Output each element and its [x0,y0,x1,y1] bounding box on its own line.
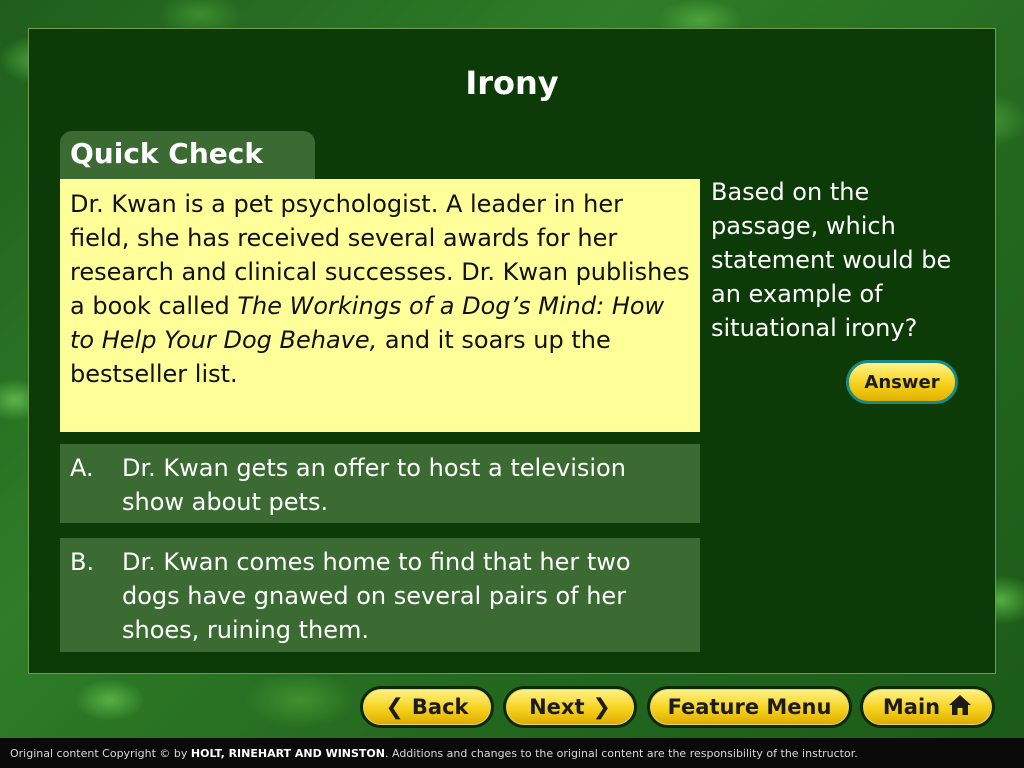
book-title: The Workings of a Dog’s Mind: How to Help Your Dog Behave, [70,292,665,354]
choice-text: Dr. Kwan gets an offer to host a television show about pets. [122,454,626,516]
choice-b[interactable] [60,538,700,652]
answer-button[interactable]: Answer [846,360,958,404]
quick-check-tab: Quick Check [60,131,315,181]
back-button[interactable] [360,686,494,728]
choice-letter: A. [70,454,94,482]
publisher-name: HOLT, RINEHART AND WINSTON [190,747,385,760]
choice-text: Dr. Kwan comes home to find that her two dogs have gnawed on several pairs of her shoes, ruining them. [122,548,631,644]
passage-box [60,179,700,432]
copyright-footer [0,738,1024,768]
main-button[interactable] [860,686,995,728]
passage-text-start: Dr. Kwan is a pet psychologist. A leader in her field, she has received several awards for her research and clinical successes. Dr. Kwan publishes a book called [70,190,690,320]
choice-a[interactable] [60,444,700,523]
back-label: Back [411,695,469,719]
feature-menu-label: Feature Menu [667,695,832,719]
slide-title: Irony [465,64,559,102]
feature-menu-button[interactable] [647,686,852,728]
home-icon [948,694,972,721]
chevron-left-icon: ❮ [385,694,404,720]
next-label: Next [529,695,585,719]
footer-suffix: . Additions and changes to the original content are the responsibility of the instructor. [385,747,858,760]
choice-letter: B. [70,548,95,576]
next-button[interactable] [503,686,637,728]
chevron-right-icon: ❯ [592,694,611,720]
question-text: Based on the passage, which statement would be an example of situational irony? [711,178,952,342]
main-label: Main [882,695,941,719]
footer-prefix: Original content Copyright © by [10,747,191,760]
passage-text-end: and it soars up the bestseller list. [70,326,611,388]
